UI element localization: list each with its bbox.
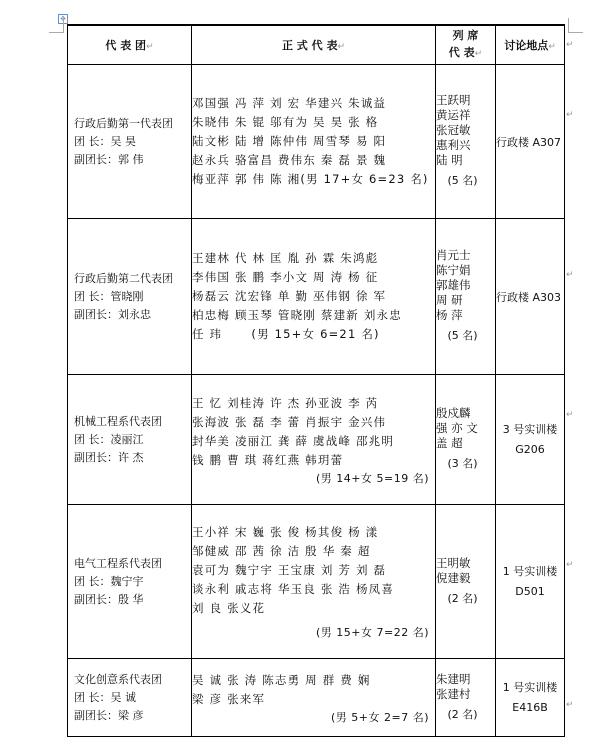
location-building: 1 号实训楼 [502,564,558,578]
formal-reps-line: 梁 彦 张来军 [192,691,266,706]
formal-reps-total: (男 15+女 6=21 名) [251,327,380,341]
attending-count: (2 名) [447,591,478,605]
formal-reps-line: 赵永兵 骆富昌 费伟东 秦 磊 景 魏 [192,153,387,167]
location-cell [496,659,565,737]
location-building: 3 号实训楼 [502,422,558,436]
delegation-deputy: 副团长：刘永忠 [74,307,151,321]
formal-reps-cell [192,659,436,737]
formal-reps-cell [192,219,436,375]
formal-reps-line: 陆文彬 陆 增 陈仲伟 周雪琴 易 阳 [192,134,387,148]
formal-reps-line: 邓国强 冯 萍 刘 宏 华建兴 朱诚益 [192,96,387,110]
attending-reps-cell [436,505,496,659]
delegation-leader: 团 长：管晓刚 [74,289,144,303]
attending-count: (5 名) [447,329,478,342]
header-delegation: 代 表 团↵ [68,25,192,65]
table-row [68,219,565,375]
delegation-name: 电气工程系代表团 [74,556,162,570]
delegation-cell [68,65,192,219]
location-text: 行政楼 A303 [496,290,562,304]
table-row [68,65,565,219]
paragraph-mark: ↵ [566,270,574,280]
paragraph-mark: ↵ [566,700,574,710]
location-building: 1 号实训楼 [502,680,558,694]
formal-reps-total: (男 15+女 7=22 名) [316,626,429,639]
header-attending-reps: 列 席 代 表↵ [436,25,496,65]
delegation-table [67,24,565,737]
delegation-leader: 团 长：吴 昊 [74,134,136,148]
location-cell [496,219,565,375]
delegation-deputy: 副团长：梁 彦 [74,708,144,722]
attending-reps-cell [436,219,496,375]
attending-rep: 郭雄伟 [436,278,471,292]
location-cell [496,375,565,505]
attending-rep: 肖元士 [436,248,471,262]
attending-rep: 朱建明 [436,671,471,686]
delegation-cell [68,375,192,505]
attending-rep: 张建村 [436,686,471,701]
table-row [68,375,565,505]
formal-reps-cell [192,65,436,219]
paragraph-mark: ↵ [566,410,574,420]
formal-reps-line: 杨磊云 沈宏锋 单 勤 巫伟钢 徐 军 [192,289,387,303]
table-row [68,505,565,659]
attending-rep: 王明敏 [436,555,471,570]
table-header-row [68,25,565,65]
attending-rep: 陆 明 [436,153,463,167]
formal-reps-line: 谈永利 戚志将 华玉良 张 浩 杨凤喜 [192,582,395,596]
delegation-cell [68,659,192,737]
formal-reps-line: 钱 鹏 曹 琪 蒋红燕 韩玥蕾 [192,452,344,467]
attending-rep: 惠利兴 [436,138,471,152]
formal-reps-cell [192,505,436,659]
location-room: D501 [515,584,545,598]
formal-reps-cell [192,375,436,505]
attending-rep: 倪建毅 [436,570,471,585]
formal-reps-line: 王建林 代 林 匡 胤 孙 霖 朱鸿彪 [192,251,379,265]
attending-rep: 张冠敏 [436,123,471,137]
attending-count: (3 名) [447,457,478,470]
formal-reps-line: 袁可为 魏宁宇 王宝康 刘 芳 刘 磊 [192,563,387,577]
delegation-cell [68,219,192,375]
delegation-leader: 团 长：凌丽江 [74,432,144,446]
formal-reps-line: 梅亚萍 郭 伟 陈 湘(男 17+女 6=23 名) [192,172,429,186]
header-location: 讨论地点↵ [496,25,565,65]
delegation-deputy: 副团长：殷 华 [74,592,144,606]
attending-rep: 黄运祥 [436,108,471,122]
crop-mark-top-right [568,18,583,33]
formal-reps-line: 朱晓伟 朱 锟 邬有为 吴 昊 张 格 [192,115,379,129]
delegation-deputy: 副团长：许 杰 [74,450,144,464]
location-room: E416B [512,700,548,714]
attending-rep: 强 亦 文 [436,421,478,435]
delegation-name: 行政后勤第一代表团 [74,116,173,130]
attending-rep: 盖 超 [436,436,463,450]
attending-count: (5 名) [447,174,478,187]
paragraph-mark: ↵ [566,560,574,570]
formal-reps-line: 刘 良 张义花 [192,601,266,615]
delegation-name: 文化创意系代表团 [74,672,162,686]
attending-rep: 杨 萍 [436,308,463,322]
formal-reps-line: 王小祥 宋 巍 张 俊 杨其俊 杨 漾 [192,525,379,539]
attending-reps-cell [436,659,496,737]
attending-reps-cell [436,375,496,505]
formal-reps-total: (男 5+女 2=7 名) [330,710,429,724]
delegation-deputy: 副团长：郭 伟 [74,152,144,166]
location-cell [496,65,565,219]
location-text: 行政楼 A307 [496,135,562,149]
paragraph-mark: ↵ [566,40,574,50]
delegation-leader: 团 长：魏宁宇 [74,574,144,588]
delegation-leader: 团 长：吴 诚 [74,690,136,704]
formal-reps-line: 张海波 张 磊 李 蕾 肖振宇 金兴伟 [192,414,387,429]
attending-count: (2 名) [447,707,478,721]
formal-reps-line: 柏忠梅 顾玉琴 管晓刚 蔡建新 刘永忠 [192,308,402,322]
attending-rep: 殷戍麟 [436,406,471,420]
table-row [68,659,565,737]
header-formal-reps: 正 式 代 表↵ [192,25,436,65]
attending-rep: 周 研 [436,293,463,307]
formal-reps-line: 王 忆 刘桂涛 许 杰 孙亚波 李 芮 [192,395,379,410]
location-cell [496,505,565,659]
formal-reps-total: (男 17+女 6=23 名) [300,172,429,186]
attending-rep: 陈宁娟 [436,263,471,277]
formal-reps-line: 李伟国 张 鹏 李小文 周 涛 杨 征 [192,270,379,284]
location-room: G206 [515,442,545,456]
formal-reps-total: (男 14+女 5=19 名) [316,471,429,485]
table-anchor-icon[interactable]: ✥ [58,14,68,24]
crop-mark-top-left [49,18,64,33]
formal-reps-line: 邹健威 邵 茜 徐 洁 殷 华 秦 超 [192,544,371,558]
formal-reps-line: 封华美 凌丽江 龚 薛 虞战峰 邵兆明 [192,433,395,448]
attending-reps-cell [436,65,496,219]
paragraph-mark: ↵ [566,110,574,120]
delegation-name: 行政后勤第二代表团 [74,271,173,285]
formal-reps-line: 任 玮 (男 15+女 6=21 名) [192,327,380,341]
formal-reps-line: 吴 诚 张 涛 陈志勇 周 群 费 娴 [192,672,371,687]
attending-rep: 王跃明 [436,93,471,107]
delegation-name: 机械工程系代表团 [74,414,162,428]
delegation-cell [68,505,192,659]
